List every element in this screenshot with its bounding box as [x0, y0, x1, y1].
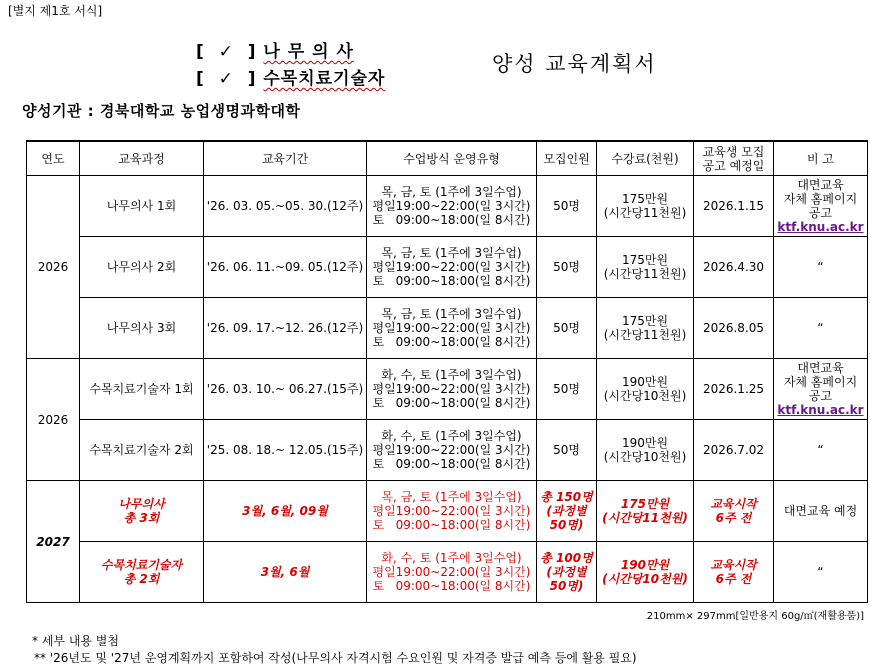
header-remark: 비 고	[774, 141, 868, 176]
remark-cell	[774, 359, 868, 420]
course-cell: 수목치료기술자 1회	[80, 359, 204, 420]
header-course: 교육과정	[80, 141, 204, 176]
method-weekday: 평일19:00~22:00(일 3시간)	[372, 443, 531, 457]
method-weekday: 평일19:00~22:00(일 3시간)	[372, 504, 531, 518]
year-cell: 2026	[27, 359, 80, 481]
note-scope: ** '26년도 및 '27년 운영계획까지 포함하여 작성(나무의사 자격시험 수요인원 및 자격증 발급 예측 등에 활용 필요)	[34, 651, 637, 665]
table-row	[27, 176, 868, 237]
course-cell: 수목치료기술자 총 2회	[80, 542, 204, 603]
remark-cell: “	[774, 420, 868, 481]
period-cell: '26. 03. 05.~05. 30.(12주)	[204, 176, 367, 237]
homepage-link[interactable]: ktf.knu.ac.kr	[777, 220, 864, 234]
header-quota: 모집인원	[537, 141, 597, 176]
paper-spec: 210mm× 297mm[일반용지 60g/㎡(재활용품)]	[646, 611, 864, 622]
period-cell: '26. 06. 11.~09. 05.(12주)	[204, 237, 367, 298]
notice-cell: 2026.7.02	[694, 420, 774, 481]
table-row	[27, 359, 868, 420]
header-fee: 수강료(천원)	[597, 141, 694, 176]
course-cell: 나무의사 2회	[80, 237, 204, 298]
method-weekday: 평일19:00~22:00(일 3시간)	[372, 260, 531, 274]
quota-cell: 총 100명 (과정별 50명)	[537, 542, 597, 603]
table-row	[27, 542, 868, 603]
method-days: 목, 금, 토 (1주에 3일수업)	[381, 246, 522, 260]
method-days: 목, 금, 토 (1주에 3일수업)	[381, 307, 522, 321]
check-label: 수목치료기술자	[263, 69, 386, 89]
quota-cell: 50명	[537, 359, 597, 420]
fee-cell: 175만원 (시간당11천원)	[597, 176, 694, 237]
method-cell	[367, 298, 537, 359]
check-line-tree-technician	[196, 64, 385, 89]
remark-cell: 대면교육 예정	[774, 481, 868, 542]
table-row	[27, 298, 868, 359]
method-saturday: 토 09:00~18:00(일 8시간)	[372, 579, 531, 593]
fee-cell: 190만원 (시간당10천원)	[597, 420, 694, 481]
institution-line: 양성기관 : 경북대학교 농업생명과학대학	[22, 102, 301, 120]
fee-cell: 175만원 (시간당11천원)	[597, 298, 694, 359]
course-cell: 나무의사 3회	[80, 298, 204, 359]
method-weekday: 평일19:00~22:00(일 3시간)	[372, 382, 531, 396]
header-method: 수업방식 운영유형	[367, 141, 537, 176]
notice-cell: 2026.1.25	[694, 359, 774, 420]
note-detail: * 세부 내용 별첨	[32, 634, 119, 648]
method-cell	[367, 542, 537, 603]
method-cell	[367, 176, 537, 237]
notice-cell: 2026.4.30	[694, 237, 774, 298]
method-cell	[367, 237, 537, 298]
header-period: 교육기간	[204, 141, 367, 176]
year-cell: 2026	[27, 176, 80, 359]
quota-cell: 50명	[537, 176, 597, 237]
method-days: 화, 수, 토 (1주에 3일수업)	[381, 429, 522, 443]
period-cell: '26. 09. 17.~12. 26.(12주)	[204, 298, 367, 359]
method-saturday: 토 09:00~18:00(일 8시간)	[372, 457, 531, 471]
method-saturday: 토 09:00~18:00(일 8시간)	[372, 274, 531, 288]
table-row	[27, 237, 868, 298]
method-cell	[367, 481, 537, 542]
fee-cell: 190만원 (시간당10천원)	[597, 359, 694, 420]
method-weekday: 평일19:00~22:00(일 3시간)	[372, 321, 531, 335]
check-label: 나 무 의 사	[263, 42, 354, 62]
notice-cell: 교육시작 6주 전	[694, 481, 774, 542]
education-plan-table	[26, 140, 868, 603]
quota-cell: 50명	[537, 298, 597, 359]
notice-cell: 2026.8.05	[694, 298, 774, 359]
period-cell: '25. 08. 18.~ 12.05.(15주)	[204, 420, 367, 481]
method-saturday: 토 09:00~18:00(일 8시간)	[372, 335, 531, 349]
remark-cell	[774, 176, 868, 237]
period-cell: 3월, 6월, 09월	[204, 481, 367, 542]
remark-cell: “	[774, 237, 868, 298]
course-cell: 수목치료기술자 2회	[80, 420, 204, 481]
remark-cell: “	[774, 298, 868, 359]
notice-cell: 교육시작 6주 전	[694, 542, 774, 603]
method-weekday: 평일19:00~22:00(일 3시간)	[372, 565, 531, 579]
form-number: [별지 제1호 서식]	[8, 4, 103, 18]
check-line-tree-doctor	[196, 37, 354, 62]
table-row	[27, 481, 868, 542]
method-cell	[367, 420, 537, 481]
header-notice-date: 교육생 모집 공고 예정일	[694, 141, 774, 176]
homepage-link[interactable]: ktf.knu.ac.kr	[777, 403, 864, 417]
method-saturday: 토 09:00~18:00(일 8시간)	[372, 518, 531, 532]
header-year: 연도	[27, 141, 80, 176]
method-days: 화, 수, 토 (1주에 3일수업)	[381, 368, 522, 382]
quota-cell: 50명	[537, 420, 597, 481]
method-saturday: 토 09:00~18:00(일 8시간)	[372, 396, 531, 410]
year-cell: 2027	[27, 481, 80, 603]
fee-cell: 175만원 (시간당11천원)	[597, 237, 694, 298]
remark-text: 대면교육 자체 홈페이지 공고	[783, 178, 858, 220]
course-cell: 나무의사 총 3회	[80, 481, 204, 542]
checkbox-mark: [ ✓ ]	[196, 69, 257, 89]
period-cell: 3월, 6월	[204, 542, 367, 603]
quota-cell: 총 150명 (과정별 50명)	[537, 481, 597, 542]
period-cell: '26. 03. 10.~ 06.27.(15주)	[204, 359, 367, 420]
method-days: 목, 금, 토 (1주에 3일수업)	[381, 490, 522, 504]
method-days: 목, 금, 토 (1주에 3일수업)	[381, 185, 522, 199]
quota-cell: 50명	[537, 237, 597, 298]
checkbox-mark: [ ✓ ]	[196, 42, 257, 62]
course-cell: 나무의사 1회	[80, 176, 204, 237]
method-days: 화, 수, 토 (1주에 3일수업)	[381, 551, 522, 565]
notice-cell: 2026.1.15	[694, 176, 774, 237]
method-saturday: 토 09:00~18:00(일 8시간)	[372, 213, 531, 227]
document-title: 양성 교육계획서	[492, 52, 657, 76]
table-row	[27, 420, 868, 481]
fee-cell: 175만원 (시간당11천원)	[597, 481, 694, 542]
fee-cell: 190만원 (시간당10천원)	[597, 542, 694, 603]
method-cell	[367, 359, 537, 420]
header-row	[27, 141, 868, 176]
remark-text: 대면교육 자체 홈페이지 공고	[783, 361, 858, 403]
remark-cell: “	[774, 542, 868, 603]
method-weekday: 평일19:00~22:00(일 3시간)	[372, 199, 531, 213]
